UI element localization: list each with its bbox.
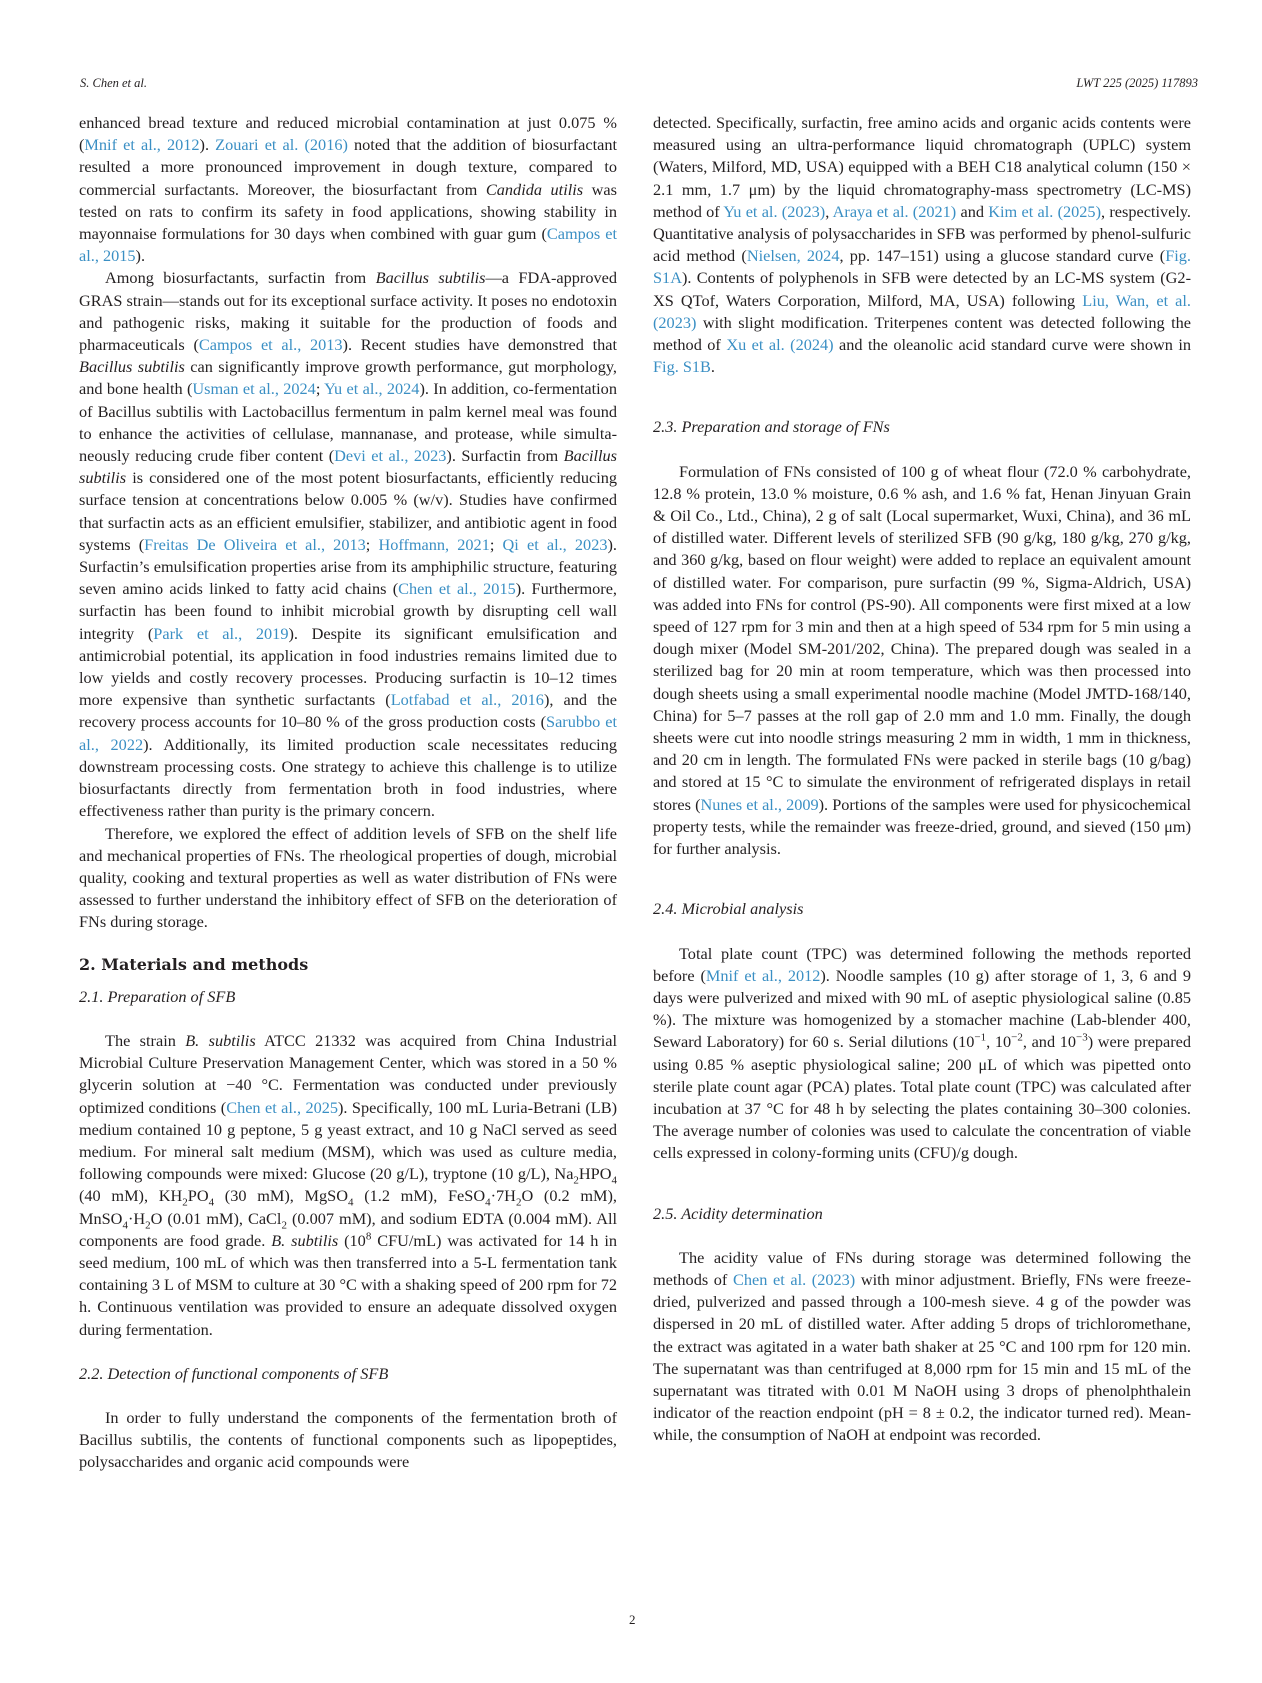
paragraph-preparation-sfb: The strain B. subtilis ATCC 21332 was acquired from China Industrial Microbial Culture Preservation Management Center, which was stored in a 50 % glycerin solution at −40 °C. Fermentation was conducted under previously optimized conditions (Chen et al., 2025). Specifically, 100 mL Luria-Betrani (LB) medium contained 10 g peptone, 5 g yeast extract, and 10 g NaCl served as seed medium. For mineral salt medium (MSM), which was used as culture media, following compounds were mixed: Glucose (20 g/L), tryptone (10 g/L), $Na_2HPO_4$ (40 mM), $KH_2PO_4$ (30 mM), MgSO$_4$ (1.2 mM), $FeSO_4\cdot 7H_2O$ (0.2 mM), $MnSO_4\cdot H_2O$ (0.01 mM), CaCl$_2$ (0.007 mM), and sodium EDTA (0.004 mM). All components are food grade. B. subtilis ($10^8$ CFU/mL) was activated for 14 h in seed medium, 100 mL of which was then transferred into a 5-L fermentation tank containing 3 L of MSM to culture at 30 °C with a shaking speed of 200 rpm for 72 h. Continuous ventilation was provided to ensure an adequate dissolved oxygen during fermentation. xyxy=(79,1030,618,1339)
citation-link[interactable]: Mnif et al., 2012 xyxy=(84,135,200,155)
citation-link[interactable]: Hoffmann, 2021 xyxy=(378,534,490,554)
paragraph-microbial-analysis: Total plate count (TPC) was determined following the methods reported before (Mnif et al., 2012). Noodle samples (10 g) after storage of 1, 3, 6 and 9 days were pulverized and mixed with 90 mL of aseptic physiological saline (0.85 %). The mixture was homogenized by a stomacher machine (Lab-blender 400, Seward Laboratory) for 60 s. Serial dilutions ($10^{-1}$, $10^{-2}$, and $10^{-3}$) were prepared using 0.85 % aseptic physiological saline; 200 μL of which was pipetted onto sterile plate count agar (PCA) plates. Total plate count (TPC) was calculated after incubation at 37 °C for 48 h by selecting the plates containing 30–300 colonies. The average number of colonies was used to calculate the concentration of viable cells expressed in colony-forming units (CFU)/g dough. xyxy=(653,943,1192,1163)
figure-link[interactable]: Fig. S1B xyxy=(653,357,711,377)
citation-link[interactable]: Yu et al. (2023) xyxy=(723,201,826,221)
citation-link[interactable]: Lotfabad et al., 2016 xyxy=(390,690,544,710)
citation-link[interactable]: Zouari et al. (2016) xyxy=(215,135,348,155)
citation-link[interactable]: Sarubbo et al., 2022 xyxy=(79,712,618,754)
paragraph-objective: Therefore, we explored the effect of addition levels of SFB on the shelf life and mechanical properties of FNs. The rheological properties of dough, microbial quality, cooking and textural properties as well as water distribution of FNs were assessed to further understand the inhibitory effect of SFB on the deterioration of FNs during storage. xyxy=(79,823,617,932)
subsection-heading-2-3: 2.3. Preparation and storage of FNs xyxy=(653,417,890,437)
citation-link[interactable]: Chen et al., 2025 xyxy=(226,1097,339,1117)
paragraph-acidity: The acidity value of FNs during storage was determined following the methods of Chen et al. (2023) with minor adjustment. Briefly, FNs were freeze-dried, pulverized and passed through a 100-mesh sieve. 4 g of the powder was dispersed in 20 mL of distilled water. After adding 5 drops of trichloromethane, the extract was agitated in a water bath shaker at 25 °C and 100 rpm for 120 min. The supernatant was than centrifuged at 8,000 rpm for 15 min and 15 mL of the supernatant was titrated with 0.01 M NaOH using 3 drops of phenolphthalein indicator of the reaction endpoint (pH = 8 ± 0.2, the indicator turned red). Meanwhile, the consumption of NaOH at endpoint was recorded. xyxy=(653,1247,1191,1445)
citation-link[interactable]: Freitas De Oliveira et al., 2013 xyxy=(144,534,366,554)
citation-link[interactable]: Devi et al., 2023 xyxy=(334,446,447,466)
citation-link[interactable]: Kim et al. (2025) xyxy=(988,201,1101,221)
running-header-journal: LWT 225 (2025) 117893 xyxy=(1076,76,1198,90)
paragraph-intro-continued: enhanced bread texture and reduced microbial contamination at just 0.075 % (Mnif et al., 2012). Zouari et al. (2016) noted that the addition of biosurfactant resulted a more pronounced improvement in dough texture, compared to commercial surfactants. Moreover, the biosurfactant from Candida utilis was tested on rats to confirm its safety in food applications, showing stability in mayonnaise formulations for 30 days when combined with guar gum (Campos et al., 2015). xyxy=(79,113,618,266)
section-heading-materials-methods: 2. Materials and methods xyxy=(79,954,309,974)
paragraph-preparation-fns: Formulation of FNs consisted of 100 g of wheat flour (72.0 % carbohydrate, 12.8 % protein, 13.0 % moisture, 0.6 % ash, and 1.6 % fat, Henan Jinyuan Grain & Oil Co., Ltd., China), 2 g of salt (Local supermarket, Wuxi, China), and 36 mL of distilled water. Different levels of sterilized SFB (90 g/kg, 180 g/kg, 270 g/kg, and 360 g/kg, based on flour weight) were added to replace an equivalent amount of distilled water. For comparison, pure surfactin (99 %, Sigma-Aldrich, USA) was added into FNs for control (PS-90). All components were first mixed at a low speed of 127 rpm for 3 min and then at a high speed of 534 rpm for 5 min using a dough mixer (Model SM-201/202, China). The prepared dough was sealed in a sterilized bag for 20 min at room temperature, which was then processed into dough sheets using a small experimental noodle machine (Model JMTD-168/140, China) for 5–7 passes at the roll gap of 2.0 mm and 1.0 mm. Finally, the dough sheets were cut into noodle strings measuring 2 mm in width, 1 mm in thickness, and 20 cm in length. The formulated FNs were packed in sterile bags (10 g/bag) and stored at 15 °C to simulate the environment of refrigerated displays in retail stores (Nunes et al., 2009). Portions of the samples were used for physicochemical property tests, while the remainder was freeze-dried, ground, and sieved (150 μm) for further analysis. xyxy=(653,461,1192,859)
subsection-heading-2-5: 2.5. Acidity determination xyxy=(653,1203,823,1223)
citation-link[interactable]: Nunes et al., 2009 xyxy=(700,794,819,814)
citation-link[interactable]: Chen et al., 2015 xyxy=(398,579,516,599)
page-number: 2 xyxy=(629,1612,636,1627)
citation-link[interactable]: Chen et al. (2023) xyxy=(732,1269,856,1289)
subsection-heading-2-2: 2.2. Detection of functional components of SFB xyxy=(79,1363,389,1383)
left-column xyxy=(79,112,617,1474)
citation-link[interactable]: Araya et al. (2021) xyxy=(832,201,957,221)
citation-link[interactable]: Usman et al., 2024 xyxy=(192,379,316,399)
citation-link[interactable]: Xu et al. (2024) xyxy=(726,335,834,355)
citation-link[interactable]: Mnif et al., 2012 xyxy=(705,965,821,985)
citation-link[interactable]: Liu, Wan, et al. (2023) xyxy=(653,290,1191,332)
running-header-authors: S. Chen et al. xyxy=(80,76,148,90)
citation-link[interactable]: Campos et al., 2013 xyxy=(198,335,343,355)
citation-link[interactable]: Campos et al., 2015 xyxy=(79,224,617,266)
paragraph-detection-components: In order to fully understand the components of the fermentation broth of Bacillus subtilis, the contents of functional components such as lipopeptides, polysaccharides and organic acid compounds were xyxy=(79,1407,617,1472)
paragraph-biosurfactants: Among biosurfactants, surfactin from Bacillus subtilis—a FDA-approved GRAS strain—stands out for its exceptional surface activity. It poses no endotoxin and pathogenic risks, making it suitable for the production of foods and pharmaceuticals (Campos et al., 2013). Recent studies have demonstred that Bacillus subtilis can significantly improve growth performance, gut morphology, and bone health (Usman et al., 2024; Yu et al., 2024). In addition, co-fermentation of Bacillus subtilis with Lactobacillus fermentum in palm kernel meal was found to enhance the activities of cellulase, mannanase, and protease, while simultaneously reducing crude fiber content (Devi et al., 2023). Surfactin from Bacillus subtilis is considered one of the most potent biosurfactants, efficiently reducing surface tension at concentrations below 0.005 % (w/v). Studies have confirmed that surfactin acts as an efficient emulsifier, stabilizer, and antibiotic agent in food systems (Freitas De Oliveira et al., 2013; Hoffmann, 2021; Qi et al., 2023). Surfactin’s emulsification properties arise from its amphiphilic structure, featuring seven amino acids linked to fatty acid chains (Chen et al., 2015). Furthermore, surfactin has been found to inhibit microbial growth by disrupting cell wall integrity (Park et al., 2019). Despite its significant emulsification and antimicrobial potential, its application in food industries remains limited due to low yields and costly recovery processes. Producing surfactin is 10–12 times more expensive than synthetic surfactants (Lotfabad et al., 2016), and the recovery process accounts for 10–80 % of the gross production costs (Sarubbo et al., 2022). Additionally, its limited production scale necessitates reducing downstream processing costs. One strategy to achieve this challenge is to utilize biosurfactants directly from fermentation broth in food industries, where effectiveness rather than purity is the primary concern. xyxy=(79,268,618,821)
figure-link[interactable]: Fig. S1A xyxy=(653,246,1191,288)
citation-link[interactable]: Park et al., 2019 xyxy=(153,623,289,643)
subsection-heading-2-1: 2.1. Preparation of SFB xyxy=(79,986,236,1006)
subsection-heading-2-4: 2.4. Microbial analysis xyxy=(653,899,804,919)
citation-link[interactable]: Nielsen, 2024 xyxy=(746,246,840,266)
citation-link[interactable]: Yu et al., 2024 xyxy=(324,379,420,399)
citation-link[interactable]: Qi et al., 2023 xyxy=(502,534,608,554)
paragraph-detection-continued: detected. Specifically, surfactin, free amino acids and organic acids contents were measured using an ultra-performance liquid chromatograph (UPLC) system (Waters, Milford, MD, USA) equipped with a BEH C18 analytical column (150 × 2.1 mm, 1.7 μm) by the liquid chromatography-mass spectrometry (LC-MS) method of Yu et al. (2023), Araya et al. (2021) and Kim et al. (2025), respectively. Quantitative analysis of polysaccharides in SFB was performed by phenol-sulfuric acid method (Nielsen, 2024, pp. 147–151) using a glucose standard curve (Fig. S1A). Contents of polyphenols in SFB were detected by an LC-MS system (G2-XS QTof, Waters Corporation, Milford, MA, USA) following Liu, Wan, et al. (2023) with slight modification. Triterpenes content was detected following the method of Xu et al. (2024) and the oleanolic acid standard curve were shown in Fig. S1B. xyxy=(653,113,1192,377)
right-column xyxy=(653,112,1191,1447)
